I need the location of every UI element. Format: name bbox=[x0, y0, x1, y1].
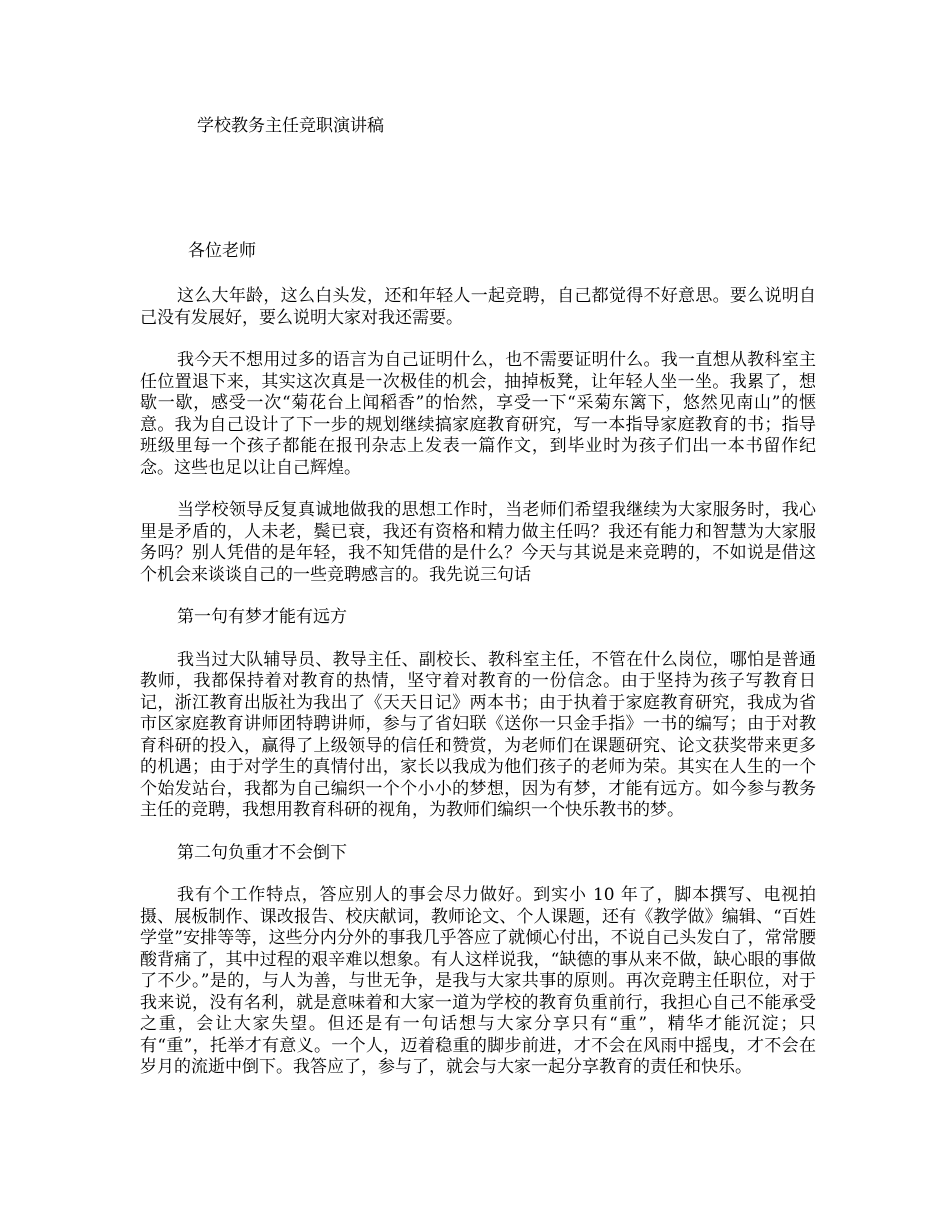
section-heading: 第二句负重才不会倒下 bbox=[177, 842, 347, 863]
document-title: 学校教务主任竞职演讲稿 bbox=[197, 116, 384, 136]
greeting: 各位老师 bbox=[188, 241, 256, 261]
paragraph: 我今天不想用过多的语言为自己证明什么，也不需要证明什么。我一直想从教科室主任位置退下来，其实这次真是一次极佳的机会，抽掉板凳，让年轻人坐一坐。我累了，想歇一歇，感受一次“菊花台上闻稻香”的怡然，享受一下“采菊东篱下，悠然见南山”的惬意。我为自己设计了下一步的规划继续搞家庭教育研究，写一本指导家庭教育的书；指导班级里每一个孩子都能在报刊杂志上发表一篇作文，到毕业时为孩子们出一本书留作纪念。这些也足以让自己辉煌。 bbox=[140, 350, 816, 478]
paragraph: 这么大年龄，这么白头发，还和年轻人一起竞聘，自己都觉得不好意思。要么说明自己没有发展好，要么说明大家对我还需要。 bbox=[140, 286, 816, 328]
section-heading: 第一句有梦才能有远方 bbox=[177, 607, 347, 627]
paragraph: 我有个工作特点，答应别人的事会尽力做好。到实小 10 年了，脚本撰写、电视拍摄、展板制作、课改报告、校庆献词，教师论文、个人课题，还有《教学做》编辑、“百姓学堂”安排等等，这些分内分外的事我几乎答应了就倾心付出，不说自己头发白了，常常腰酸背痛了，其中过程的艰辛难以想象。有人这样说我，“缺德的事从来不做，缺心眼的事做了不少。”是的，与人为善，与世无争，是我与大家共事的原则。再次竞聘主任职位，对于我来说，没有名利，就是意味着和大家一道为学校的教育负重前行，我担心自己不能承受之重，会让大家失望。但还是有一句话想与大家分享只有“重”，精华才能沉淀；只有“重”，托举才有意义。一个人，迈着稳重的脚步前进，才不会在风雨中摇曳，才不会在岁月的流逝中倒下。我答应了，参与了，就会与大家一起分享教育的责任和快乐。 bbox=[140, 885, 816, 1077]
paragraph: 我当过大队辅导员、教导主任、副校长、教科室主任，不管在什么岗位，哪怕是普通教师，我都保持着对教育的热情，坚守着对教育的一份信念。由于坚持为孩子写教育日记，浙江教育出版社为我出了《天天日记》两本书；由于执着于家庭教育研究，我成为省市区家庭教育讲师团特聘讲师，参与了省妇联《送你一只金手指》一书的编写；由于对教育科研的投入，赢得了上级领导的信任和赞赏，为老师们在课题研究、论文获奖带来更多的机遇；由于对学生的真情付出，家长以我成为他们孩子的老师为荣。其实在人生的一个个始发站台，我都为自己编织一个个小小的梦想，因为有梦，才能有远方。如今参与教务主任的竞聘，我想用教育科研的视角，为教师们编织一个快乐教书的梦。 bbox=[140, 649, 816, 820]
paragraph: 当学校领导反复真诚地做我的思想工作时，当老师们希望我继续为大家服务时，我心里是矛盾的，人未老，鬓已衰，我还有资格和精力做主任吗？我还有能力和智慧为大家服务吗？别人凭借的是年轻，我不知凭借的是什么？今天与其说是来竞聘的，不如说是借这个机会来谈谈自己的一些竞聘感言的。我先说三句话 bbox=[140, 500, 816, 585]
document-body bbox=[140, 286, 816, 1100]
